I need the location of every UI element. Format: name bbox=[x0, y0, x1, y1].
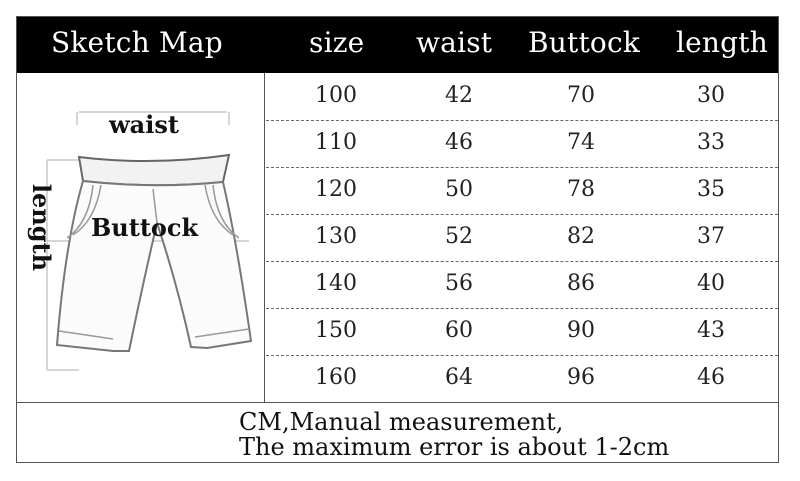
sketch-map bbox=[17, 73, 265, 402]
buttock-cell: 82 bbox=[567, 224, 595, 249]
size-table-body bbox=[266, 73, 778, 402]
waist-cell: 56 bbox=[445, 271, 473, 296]
waist-cell: 50 bbox=[445, 177, 473, 202]
table-row bbox=[266, 261, 778, 309]
length-cell: 37 bbox=[697, 224, 725, 249]
buttock-cell: 96 bbox=[567, 365, 595, 390]
table-row bbox=[266, 167, 778, 215]
measurement-note bbox=[17, 402, 778, 463]
buttock-cell: 74 bbox=[567, 130, 595, 155]
buttock-label: Buttock bbox=[91, 213, 199, 242]
waist-label: waist bbox=[109, 110, 179, 139]
waist-column-header: waist bbox=[416, 26, 493, 59]
waist-cell: 64 bbox=[445, 365, 473, 390]
length-column-header: length bbox=[676, 26, 768, 59]
buttock-cell: 90 bbox=[567, 318, 595, 343]
table-row bbox=[266, 214, 778, 262]
size-cell: 110 bbox=[315, 130, 357, 155]
length-cell: 40 bbox=[697, 271, 725, 296]
size-cell: 150 bbox=[315, 318, 357, 343]
length-cell: 35 bbox=[697, 177, 725, 202]
waist-cell: 60 bbox=[445, 318, 473, 343]
length-cell: 43 bbox=[697, 318, 725, 343]
size-cell: 100 bbox=[315, 83, 357, 108]
size-cell: 120 bbox=[315, 177, 357, 202]
buttock-cell: 86 bbox=[567, 271, 595, 296]
table-row bbox=[266, 73, 778, 121]
note-line-1: CM,Manual measurement, bbox=[239, 408, 564, 436]
buttock-column-header: Buttock bbox=[528, 26, 641, 59]
table-row bbox=[266, 308, 778, 356]
table-row bbox=[266, 120, 778, 168]
size-cell: 140 bbox=[315, 271, 357, 296]
length-cell: 46 bbox=[697, 365, 725, 390]
note-line-2: The maximum error is about 1-2cm bbox=[239, 433, 670, 461]
length-cell: 30 bbox=[697, 83, 725, 108]
waist-cell: 42 bbox=[445, 83, 473, 108]
size-cell: 160 bbox=[315, 365, 357, 390]
table-header bbox=[17, 17, 778, 73]
size-chart bbox=[16, 16, 779, 463]
length-cell: 33 bbox=[697, 130, 725, 155]
table-row bbox=[266, 355, 778, 402]
size-cell: 130 bbox=[315, 224, 357, 249]
length-label: length bbox=[27, 183, 57, 272]
buttock-cell: 70 bbox=[567, 83, 595, 108]
size-column-header: size bbox=[309, 26, 365, 59]
sketch-map-heading: Sketch Map bbox=[51, 26, 223, 59]
waist-cell: 46 bbox=[445, 130, 473, 155]
buttock-cell: 78 bbox=[567, 177, 595, 202]
waist-cell: 52 bbox=[445, 224, 473, 249]
